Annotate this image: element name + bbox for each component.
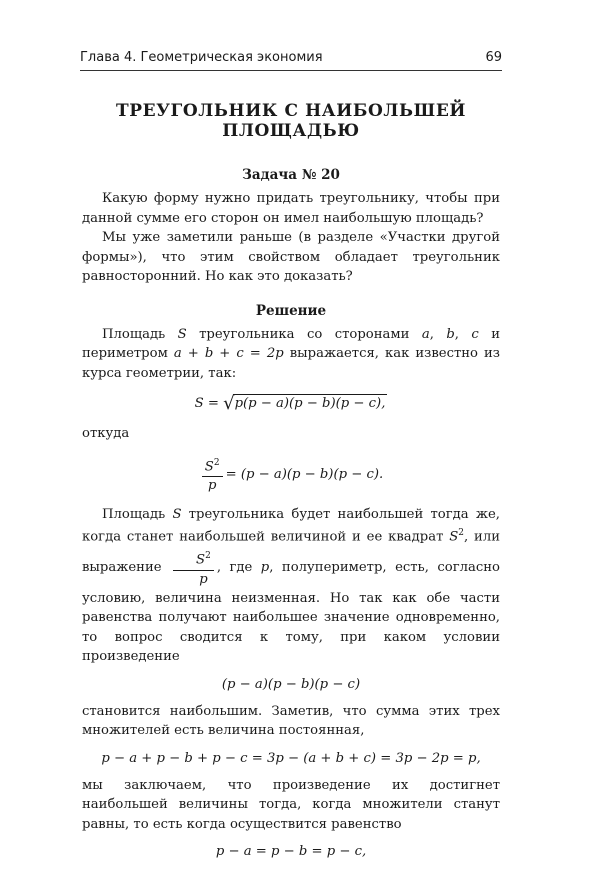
task-paragraph-1: Какую форму нужно придать треугольнику, чтобы при данной сумме его сторон он имел наибольшую площадь? <box>82 191 500 226</box>
page-number: 69 <box>485 50 502 65</box>
formula-sum: p − a + p − b + p − c = 3p − (a + b + c) = 3p − 2p = p, <box>101 750 481 766</box>
fraction-numerator <box>173 547 214 570</box>
num-S: S <box>196 552 206 568</box>
inline-fraction <box>173 547 214 588</box>
perimeter-expression: a + b + c = 2p <box>173 346 284 361</box>
radicand: p(p − a)(p − b)(p − c), <box>234 396 386 411</box>
solution-paragraph-1 <box>82 325 500 384</box>
text-span: треугольника будет наибольшей тогда же, когда станет наибольшей величиной и ее квадрат <box>82 506 500 545</box>
fraction-numerator <box>202 454 223 477</box>
text-span: , <box>454 326 472 342</box>
text-span: выражается, как известно из курса геометрии, так: <box>82 346 501 381</box>
solution-paragraph-2 <box>82 505 500 667</box>
fraction-denominator: p <box>199 571 208 587</box>
var-p: p <box>260 560 270 576</box>
running-head <box>80 50 502 71</box>
text-span: треугольника со сторонами <box>186 326 422 342</box>
var-S: S <box>172 506 182 522</box>
radical-sign: √ <box>223 393 235 414</box>
formula-product: (p − a)(p − b)(p − c) <box>221 676 361 692</box>
text-span: , <box>429 326 447 342</box>
text-span: Площадь <box>102 326 178 342</box>
var-a: a <box>421 326 430 342</box>
var-S: S <box>177 326 187 342</box>
solution-heading: Решение <box>255 302 327 319</box>
fraction-s2-over-p <box>202 454 223 495</box>
text-span: , полупериметр, есть, согласно условию, величина неизменная. Но так как обе части равенства получают наибольшее значение одновременно, то вопрос сводится к тому, при каком условии произведение <box>82 560 500 665</box>
text-span: и периметром <box>82 326 501 361</box>
formula-lhs: S = <box>194 396 224 411</box>
chapter-label: Глава 4. Геометрическая экономия <box>80 50 323 65</box>
var-b: b <box>446 326 455 342</box>
exponent: 2 <box>213 457 220 468</box>
formula-rhs: = (p − a)(p − b)(p − c). <box>225 466 384 482</box>
formula-heron <box>82 393 500 414</box>
task-heading: Задача № 20 <box>242 167 340 183</box>
var-c: c <box>471 326 479 342</box>
fraction-denominator: p <box>207 477 217 493</box>
otkuda-text: откуда <box>82 426 130 441</box>
formula-ratio <box>82 454 500 495</box>
book-page <box>82 50 500 869</box>
num-S: S <box>204 458 214 474</box>
solution-paragraph-4: мы заключаем, что произведение их достигнет наибольшей величины тогда, когда множители станут равны, то есть когда осуществится равенство <box>82 777 500 832</box>
task-paragraph-2: Мы уже заметили раньше (в разделе «Участки другой формы»), что этим свойством обладает треугольник равносторонний. Но как это доказать? <box>82 230 500 284</box>
var-S-squared: S <box>449 529 459 545</box>
text-span: , или выражение <box>82 529 500 576</box>
formula-equality: p − a = p − b = p − c, <box>215 844 367 860</box>
chapter-title: ТРЕУГОЛЬНИК С НАИБОЛЬШЕЙ ПЛОЩАДЬЮ <box>115 101 467 141</box>
exponent: 2 <box>458 528 464 539</box>
solution-paragraph-3: становится наибольшим. Заметив, что сумма этих трех множителей есть величина постоянная, <box>82 703 500 739</box>
text-span: , где <box>216 560 261 576</box>
exponent: 2 <box>205 551 211 562</box>
square-root <box>223 393 387 414</box>
text-span: Площадь <box>102 506 173 522</box>
